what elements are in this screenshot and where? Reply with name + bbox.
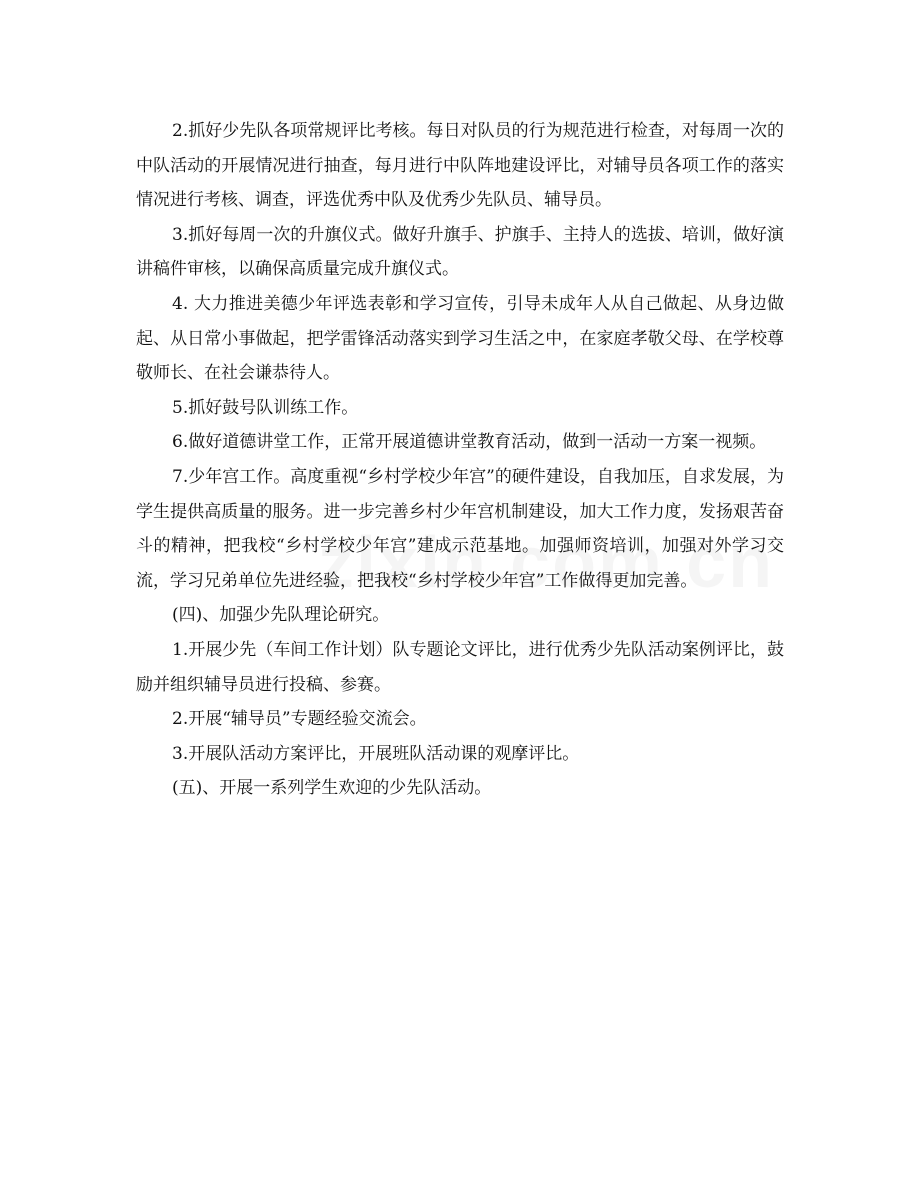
paragraph-item-2-appraisal: 2.抓好少先队各项常规评比考核。每日对队员的行为规范进行检查，对每周一次的中队活动的开展情况进行抽查，每月进行中队阵地建设评比，对辅导员各项工作的落实情况进行考核、调查，评选优秀中队及优秀少先队员、辅导员。 [136, 121, 784, 211]
paragraph-item-6-moral-lecture: 6.做好道德讲堂工作，正常开展道德讲堂教育活动，做到一活动一方案一视频。 [172, 432, 767, 453]
paragraph-item-5-drum-band: 5.抓好鼓号队训练工作。 [172, 397, 359, 418]
paragraph-item-1-papers: 1.开展少先（车间工作计划）队专题论文评比，进行优秀少先队活动案例评比，鼓励并组织辅导员进行投稿、参赛。 [136, 639, 784, 695]
paragraph-item-2-exchange: 2.开展“辅导员”专题经验交流会。 [172, 709, 427, 730]
paragraph-item-4-virtue-youth: 4. 大力推进美德少年评选表彰和学习宣传，引导未成年人从自己做起、从身边做起、从日常小事做起，把学雷锋活动落实到学习生活之中，在家庭孝敬父母、在学校尊敬师长、在社会谦恭待人。 [136, 293, 784, 384]
paragraph-item-7-youth-palace: 7.少年宫工作。高度重视“乡村学校少年宫”的硬件建设，自我加压，自求发展，为学生提供高质量的服务。进一步完善乡村少年宫机制建设，加大工作力度，发扬艰苦奋斗的精神，把我校“乡村学校少年宫”建成示范基地。加强师资培训，加强对外学习交流，学习兄弟单位先进经验，把我校“乡村学校少年宫”工作做得更加完善。 [136, 466, 784, 591]
paragraph-item-3-flag-ceremony: 3.抓好每周一次的升旗仪式。做好升旗手、护旗手、主持人的选拔、培训，做好演讲稿件审核，以确保高质量完成升旗仪式。 [136, 224, 784, 280]
section-heading-five: (五)、开展一系列学生欢迎的少先队活动。 [172, 778, 492, 799]
document-body [136, 114, 784, 806]
section-heading-four: (四)、加强少先队理论研究。 [172, 605, 390, 626]
paragraph-item-3-activity-plans: 3.开展队活动方案评比，开展班队活动课的观摩评比。 [172, 743, 580, 764]
